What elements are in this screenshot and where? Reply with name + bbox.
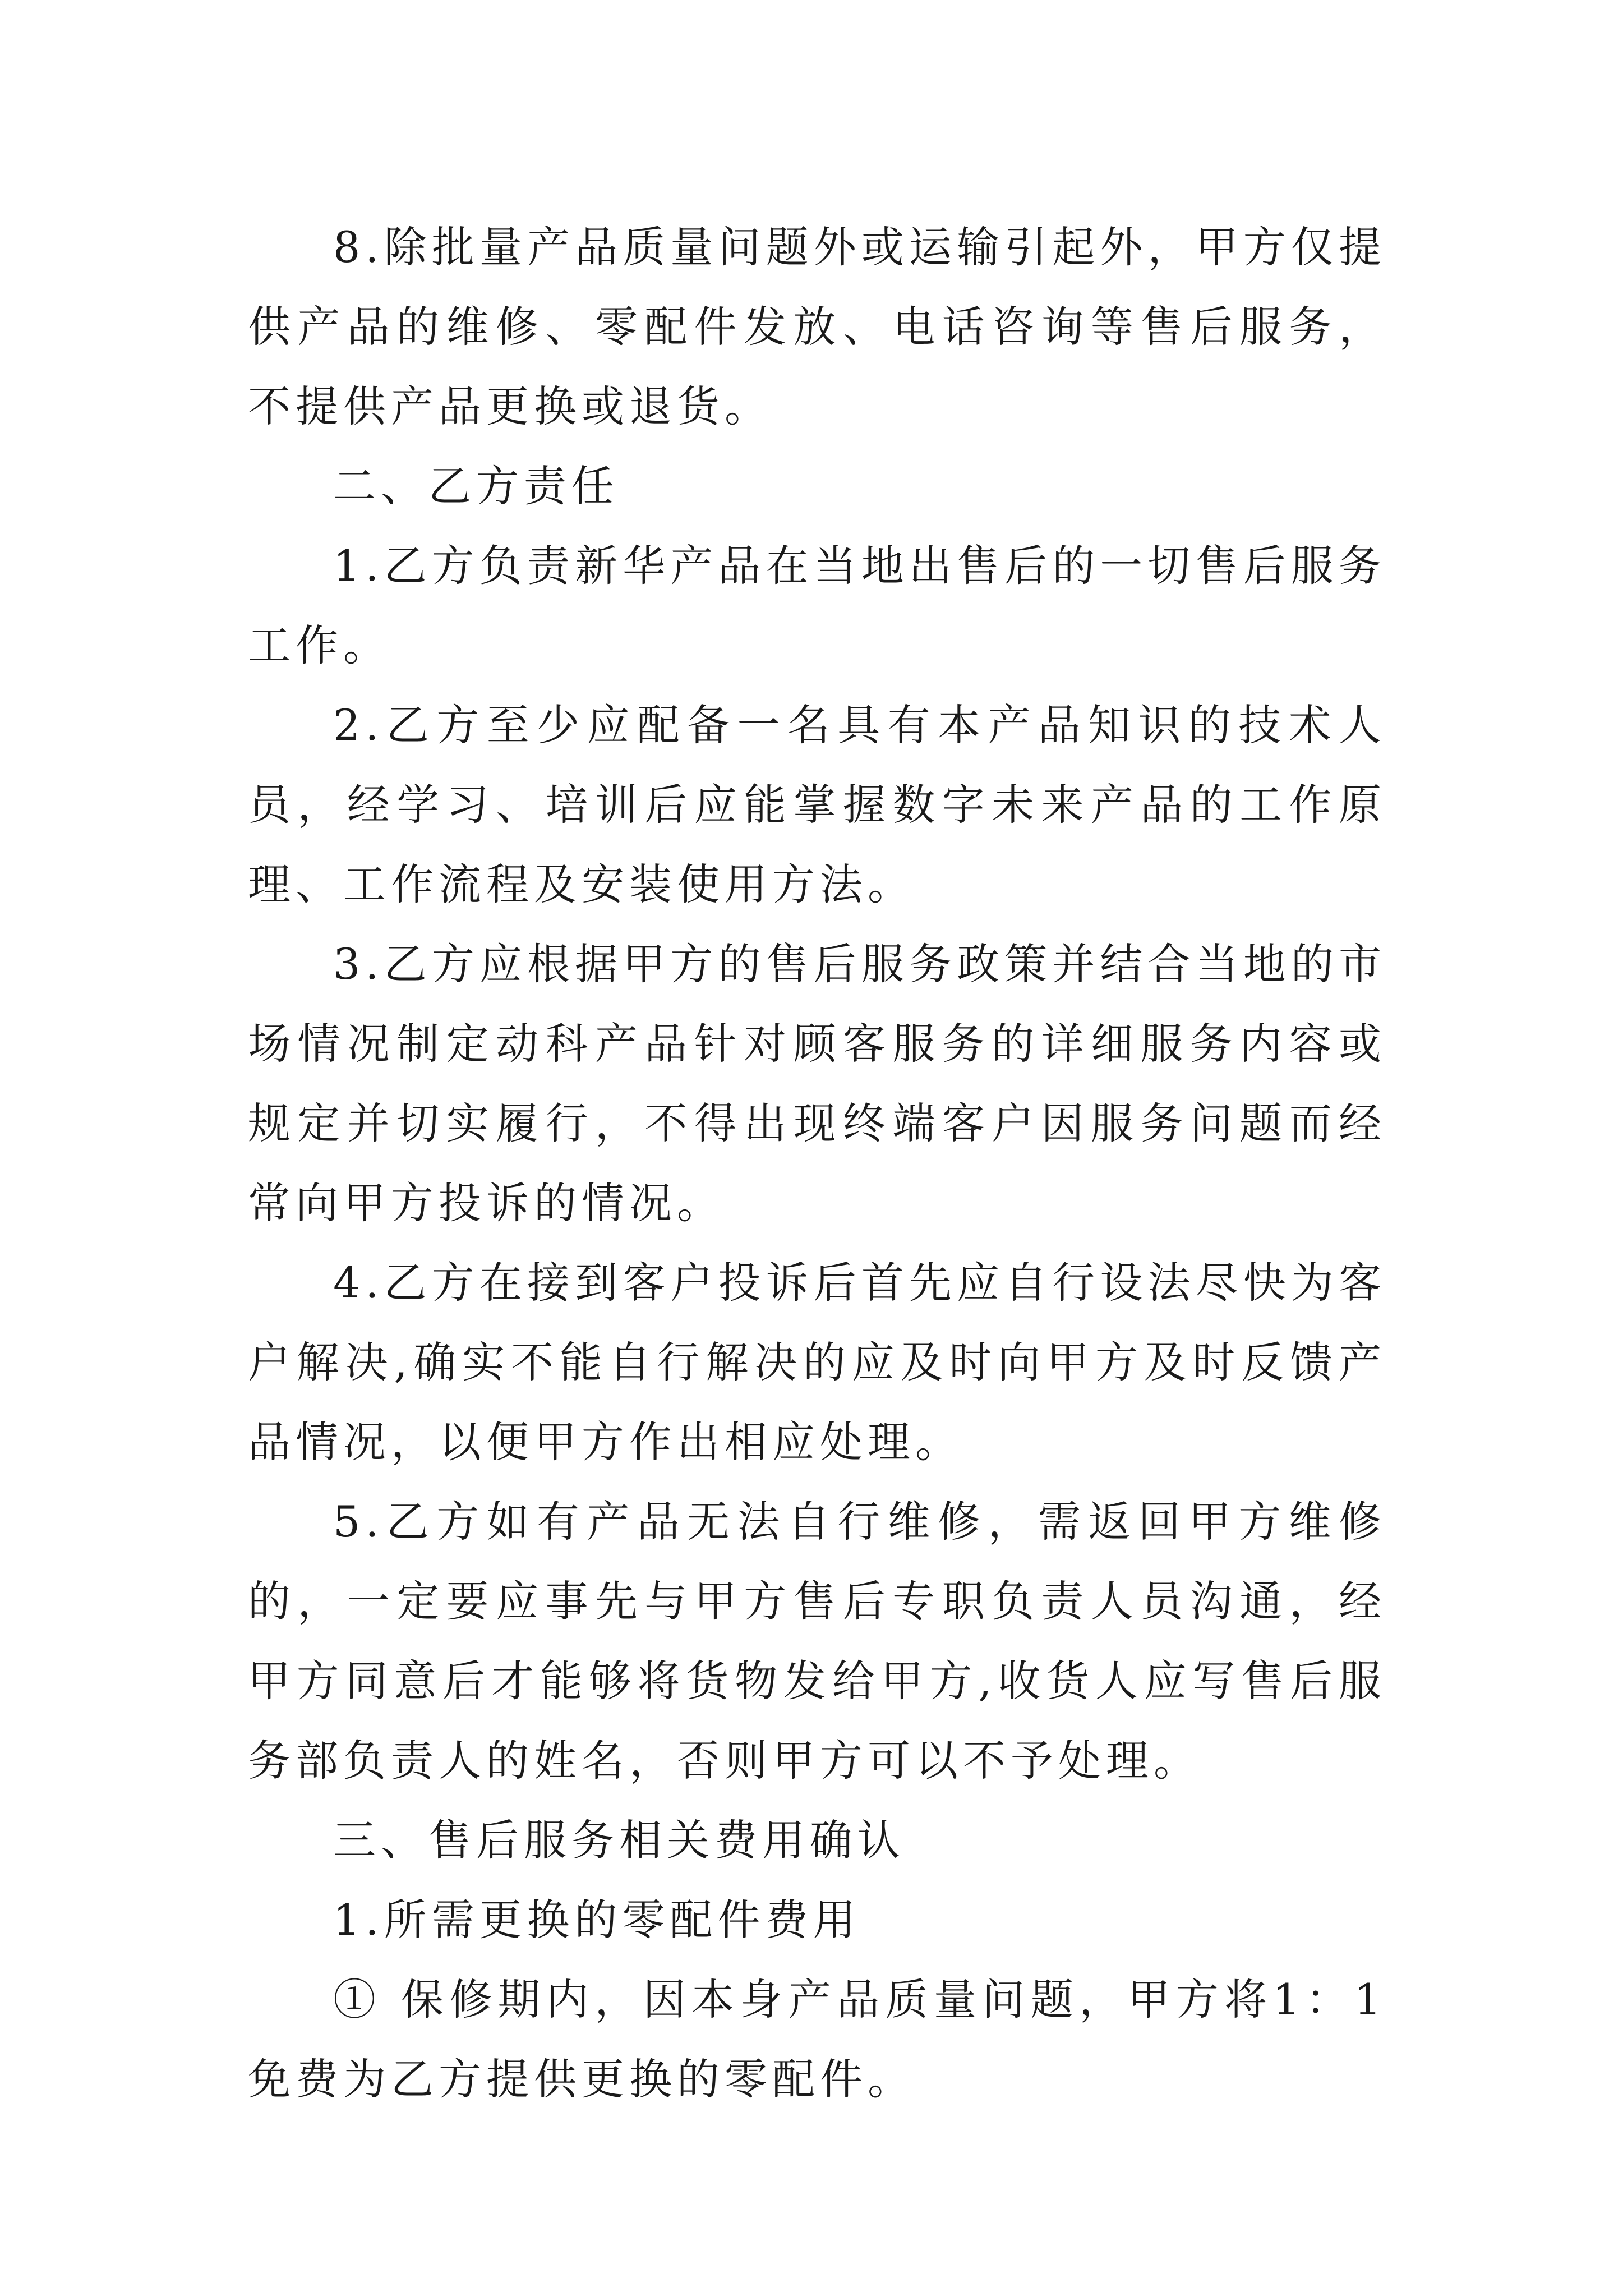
paragraph-fees-item-1: 1.所需更换的零配件费用 <box>333 1895 861 1945</box>
paragraph-fees-item-1a: ① 保修期内，因本身产品质量问题，甲方将1：1免费为乙方提供更换的零配件。 <box>248 1975 1386 2104</box>
paragraph-item-8: 8.除批量产品质量问题外或运输引起外，甲方仅提供产品的维修、零配件发放、电话咨询等售后服务，不提供产品更换或退货。 <box>248 222 1386 431</box>
paragraph-party-b-item-1: 1.乙方负责新华产品在当地出售后的一切售后服务工作。 <box>248 541 1386 670</box>
document-body <box>248 208 1386 2119</box>
paragraph-party-b-item-5: 5.乙方如有产品无法自行维修，需返回甲方维修的，一定要应事先与甲方售后专职负责人员沟通，经甲方同意后才能够将货物发给甲方,收货人应写售后服务部负责人的姓名，否则甲方可以不予处理。 <box>248 1497 1386 1786</box>
section-heading-service-fees: 三、售后服务相关费用确认 <box>333 1815 905 1865</box>
paragraph-party-b-item-4: 4.乙方在接到客户投诉后首先应自行设法尽快为客户解决,确实不能自行解决的应及时向甲方及时反馈产品情况，以便甲方作出相应处理。 <box>248 1258 1386 1467</box>
paragraph-party-b-item-3: 3.乙方应根据甲方的售后服务政策并结合当地的市场情况制定动科产品针对顾客服务的详细服务内容或规定并切实履行，不得出现终端客户因服务问题而经常向甲方投诉的情况。 <box>248 939 1386 1228</box>
section-heading-party-b-responsibilities: 二、乙方责任 <box>333 461 619 511</box>
paragraph-party-b-item-2: 2.乙方至少应配备一名具有本产品知识的技术人员，经学习、培训后应能掌握数字未来产品的工作原理、工作流程及安装使用方法。 <box>248 700 1386 909</box>
